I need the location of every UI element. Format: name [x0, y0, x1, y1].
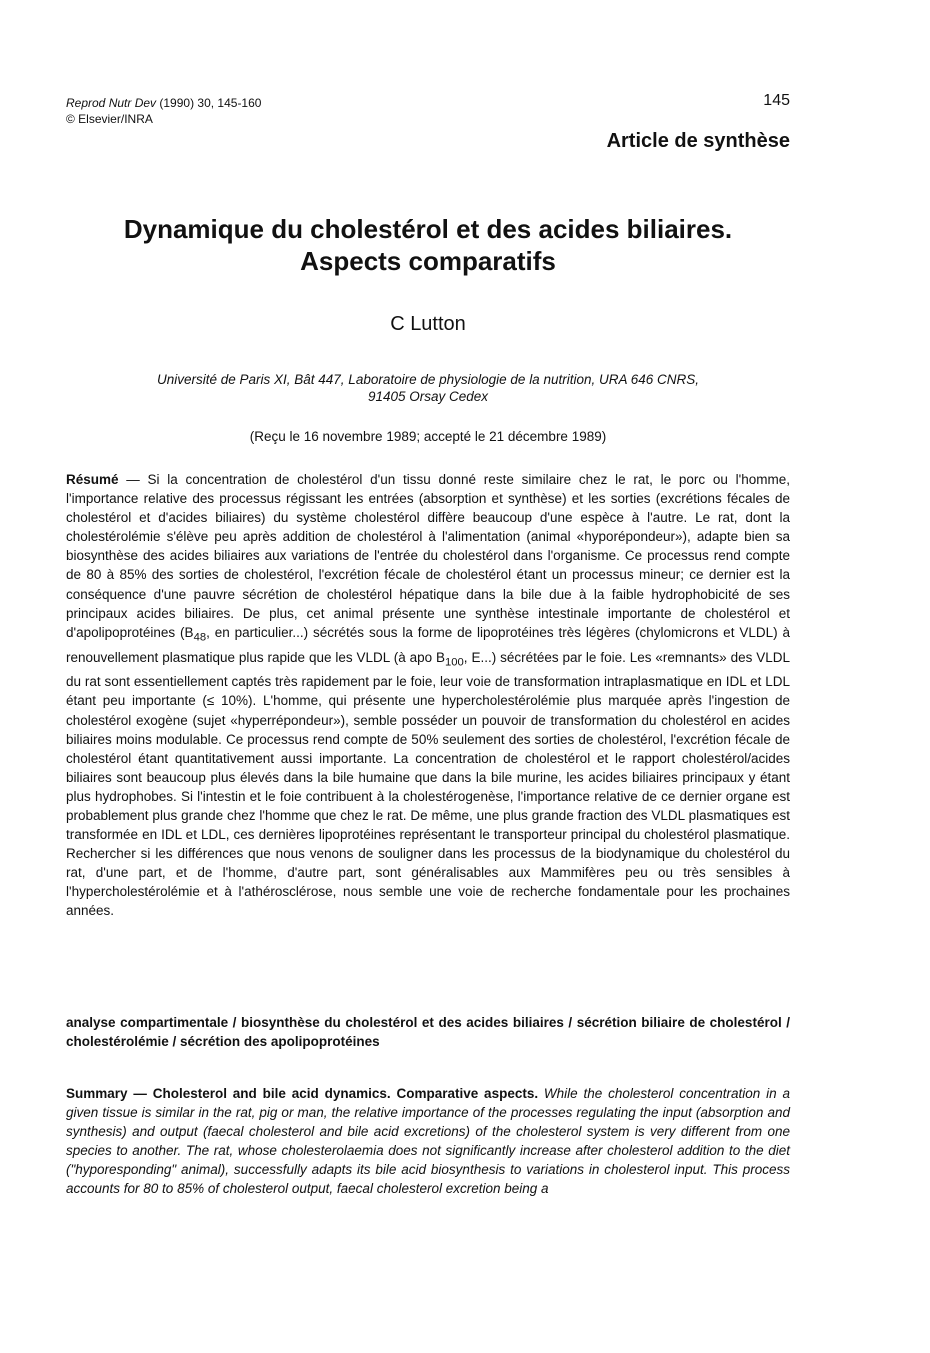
article-type: Article de synthèse — [606, 130, 790, 152]
publisher: © Elsevier/INRA — [66, 112, 153, 126]
journal-header — [66, 95, 261, 127]
summary-text: While the cholesterol concentration in a given tissue is similar in the rat, pig or man, the relative importance of the processes regulating the input (absorption and synthesis) and output (faecal cholesterol and bile acid excretions) of the cholesterol system is very different from one species to another. The rat, whose cholesterolaemia does not significantly increase after cholesterol addition to the diet ("hyporesponding" animal), successfully adapts its bile acid biosynthesis to variations in cholesterol input. This process accounts for 80 to 85% of cholesterol output, faecal cholesterol excretion being a — [66, 1086, 790, 1197]
abstract-sub-b: 100 — [445, 656, 464, 669]
keywords: analyse compartimentale / biosynthèse du cholestérol et des acides biliaires / sécrétion biliaire de cholestérol / cholestérolémie / sécrétion des apolipoprotéines — [66, 1015, 790, 1049]
summary-title: — Cholesterol and bile acid dynamics. Comparative aspects. — [127, 1086, 539, 1101]
abstract-sub-a: 48 — [193, 631, 207, 644]
abstract-french — [66, 470, 790, 921]
journal-citation: (1990) 30, 145-160 — [156, 96, 262, 110]
abstract-text-c: , E...) sécrétées par le foie. Les «remnants» des VLDL du rat sont essentiellement captés très rapidement par le foie, leur voie de transformation intraplasmatique en IDL et LDL étant peu importante (≤ 10%). L'homme, qui présente une hypercholestérolémie plus marquée après l'ingestion de cholestérol exogène (sujet «hyperrépondeur»), semble posséder un pouvoir de transformation du cholestérol en acides biliaires moins modulable. Ce processus rend compte de 50% seulement des sorties de cholestérol, l'excrétion fécale de cholestérol étant quantitativement aussi importante. La concentration de cholestérol et le rapport cholestérol/acides biliaires sont beaucoup plus élevés dans la bile humaine que dans la bile murine, les acides biliaires principaux y étant plus hydrophobes. Si l'intestin et le foie contribuent à la cholestérogenèse, l'importance relative de ce dernier organe est probablement plus grande chez l'homme que chez le rat. De même, une plus grande fraction des VLDL plasmatiques est transformée en IDL et LDL, ces dernières lipoprotéines représentant le transporteur principal du cholestérol plasmatique. Rechercher si les différences que nous venons de souligner dans les processus de la biodynamique du cholestérol du rat, d'une part, et de l'homme, d'autre part, sont généralisables aux Mammifères peu ou très sensibles à l'hypercholestérolémie et à l'athérosclérose, nous semble une voie de recherche fondamentale pour les prochaines années. — [66, 649, 790, 919]
abstract-text-a: — Si la concentration de cholestérol d'un tissu donné reste similaire chez le rat, le porc ou l'homme, l'importance relative des processus régissant les entrées (absorption et synthèse) et les sorties (excrétions fécales de cholestérol et d'acides biliaires) du système cholestérol diffère beaucoup d'une espèce à l'autre. Le rat, dont la cholestérolémie s'élève peu après addition de cholestérol à l'alimentation (animal «hyporépondeur»), adapte bien sa biosynthèse des acides biliaires aux variations de l'entrée du cholestérol dans l'organisme. Ce processus rend compte de 80 à 85% des sorties de cholestérol, l'excrétion fécale de cholestérol étant un processus mineur; ce dernier est la conséquence d'une pauvre sécrétion de cholestérol hépatique dans la bile due à la faible hydrophobicité de ses principaux acides biliaires. De plus, cet animal présente une synthèse intestinale importante de cholestérol et d'apolipoprotéines (B — [66, 472, 790, 640]
author: C Lutton — [390, 313, 466, 335]
affiliation — [66, 371, 790, 405]
affiliation-line-1: Université de Paris XI, Bât 447, Laboratoire de physiologie de la nutrition, URA 646 CNRS, — [156, 372, 700, 387]
title-line-1: Dynamique du cholestérol et des acides biliaires. — [123, 214, 733, 244]
abstract-label: Résumé — [66, 472, 119, 487]
summary-label: Summary — [66, 1086, 128, 1101]
summary-english — [66, 1084, 790, 1199]
journal-name: Reprod Nutr Dev — [66, 96, 157, 110]
affiliation-line-2: 91405 Orsay Cedex — [367, 389, 489, 404]
title-line-2: Aspects comparatifs — [300, 246, 556, 276]
page-number: 145 — [763, 92, 790, 109]
received-dates: (Reçu le 16 novembre 1989; accepté le 21 décembre 1989) — [249, 429, 607, 444]
article-title — [66, 213, 790, 277]
abstract-text-b: , en particulier...) sécrétés sous la forme de lipoprotéines très légères (chylomicrons et VLDL) à renouvellement plasmatique plus rapide que les VLDL (à apo B — [66, 624, 790, 665]
